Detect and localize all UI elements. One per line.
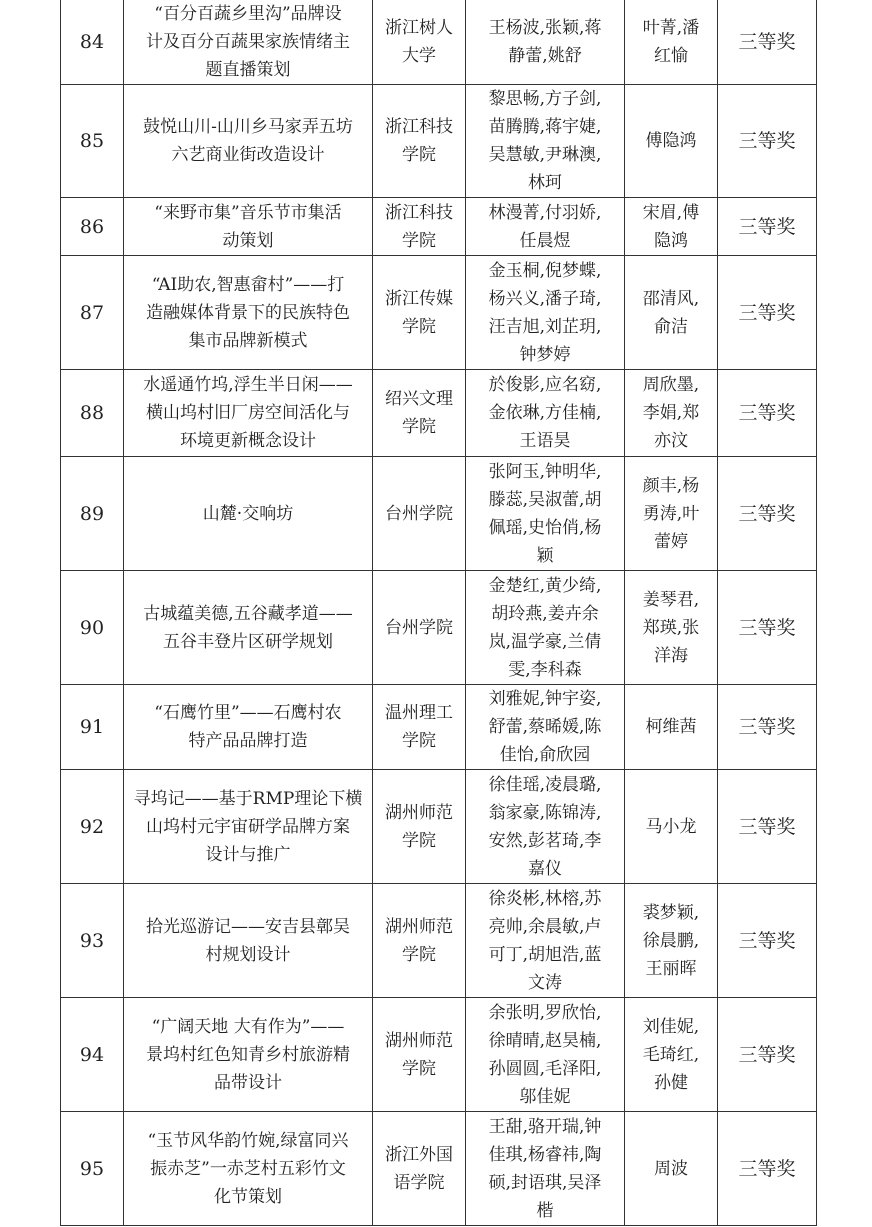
school-name-cell <box>373 685 466 770</box>
table-row <box>61 457 817 571</box>
team-members-cell <box>466 370 625 457</box>
project-title-line: 环境更新概念设计 <box>180 431 316 451</box>
project-title-line: 品带设计 <box>214 1072 282 1093</box>
team-members-cell <box>466 1112 625 1226</box>
team-members-line: 王甜,骆开瑞,钟 <box>488 1116 602 1137</box>
team-members-line: 安然,彭茗琦,李 <box>488 830 602 851</box>
advisors-line: 颜丰,杨 <box>642 475 700 496</box>
team-members-line: 任晨煜 <box>519 230 571 251</box>
team-members-cell <box>466 198 625 256</box>
award-level-cell: 三等奖 <box>718 571 817 685</box>
advisors-line: 刘佳妮, <box>642 1016 700 1037</box>
team-members-line: 黎思畅,方子剑, <box>488 89 602 109</box>
team-members-line: 徐佳瑶,凌晨璐, <box>488 774 602 795</box>
award-level-cell: 三等奖 <box>718 998 817 1112</box>
school-name-cell <box>373 998 466 1112</box>
team-members-line: 胡玲燕,姜卉余 <box>491 603 599 624</box>
project-title-line: 景坞村红色知青乡村旅游精 <box>146 1044 350 1065</box>
project-title-line: 古城蕴美德,五谷藏孝道—— <box>143 603 353 624</box>
award-level-cell: 三等奖 <box>718 256 817 370</box>
team-members-cell <box>466 571 625 685</box>
advisors-cell <box>625 998 718 1112</box>
project-title-cell <box>124 884 373 998</box>
school-name-line: 温州理工 <box>385 703 453 723</box>
awards-table <box>60 0 817 1226</box>
team-members-cell <box>466 0 625 85</box>
award-level-cell: 三等奖 <box>718 370 817 457</box>
team-members-line: 吴慧敏,尹琳澳, <box>488 145 602 165</box>
team-members-line: 徐炎彬,林榕,苏 <box>488 888 602 909</box>
school-name-line: 湖州师范 <box>385 1030 453 1051</box>
advisors-cell <box>625 0 718 85</box>
project-title-line: 动策划 <box>222 230 274 251</box>
project-title-line: “玉节风华韵竹婉,绿富同兴 <box>147 1130 349 1151</box>
project-title-line: 拾光巡游记——安吉县鄣吴 <box>146 916 350 937</box>
project-title-cell <box>124 457 373 571</box>
school-name-line: 湖州师范 <box>385 916 453 937</box>
table-row <box>61 685 817 770</box>
team-members-line: 刘雅妮,钟宇姿, <box>488 689 602 709</box>
school-name-line: 台州学院 <box>385 617 453 638</box>
project-title-line: 六艺商业街改造设计 <box>171 145 325 165</box>
project-title-cell <box>124 370 373 457</box>
entry-number-cell: 92 <box>61 770 124 884</box>
award-level-cell: 三等奖 <box>718 1112 817 1226</box>
team-members-line: 滕蕊,吴淑蕾,胡 <box>488 489 602 510</box>
team-members-line: 佳琪,杨睿祎,陶 <box>488 1144 602 1165</box>
school-name-line: 语学院 <box>393 1172 445 1193</box>
team-members-line: 钟梦婷 <box>519 344 571 365</box>
advisors-line: 宋眉,傅 <box>642 202 700 223</box>
team-members-line: 於俊影,应名窈, <box>488 375 602 395</box>
award-level-cell: 三等奖 <box>718 685 817 770</box>
team-members-line: 文涛 <box>528 972 562 993</box>
advisors-line: 马小龙 <box>645 816 697 837</box>
team-members-line: 雯,李科森 <box>508 659 582 680</box>
team-members-line: 翁家豪,陈锦涛, <box>488 802 602 823</box>
advisors-line: 勇涛,叶 <box>642 503 700 524</box>
team-members-line: 林珂 <box>528 173 562 193</box>
school-name-line: 学院 <box>402 230 436 251</box>
project-title-line: 水遥通竹坞,浮生半日闲—— <box>143 375 353 395</box>
team-members-line: 金依琳,方佳楠, <box>488 403 602 423</box>
project-title-cell <box>124 571 373 685</box>
project-title-line: 造融媒体背景下的民族特色 <box>146 302 350 323</box>
advisors-line: 叶菁,潘 <box>642 17 700 38</box>
school-name-line: 浙江科技 <box>385 202 453 223</box>
table-row <box>61 884 817 998</box>
advisors-cell <box>625 1112 718 1226</box>
project-title-cell <box>124 0 373 85</box>
team-members-line: 佩瑶,史怡俏,杨 <box>488 517 602 538</box>
advisors-line: 傅隐鸿 <box>645 131 697 151</box>
advisors-line: 毛琦红, <box>642 1044 700 1065</box>
team-members-line: 林漫菁,付羽娇, <box>488 202 602 223</box>
advisors-line: 俞洁 <box>654 316 688 337</box>
advisors-cell <box>625 457 718 571</box>
advisors-cell <box>625 685 718 770</box>
award-level-cell: 三等奖 <box>718 198 817 256</box>
project-title-line: 横山坞村旧厂房空间活化与 <box>146 403 350 423</box>
team-members-line: 舒蕾,蔡晞媛,陈 <box>488 717 602 737</box>
school-name-cell <box>373 0 466 85</box>
project-title-line: “广阔天地 大有作为”—— <box>151 1016 345 1037</box>
school-name-line: 学院 <box>402 731 436 751</box>
advisors-line: 姜琴君, <box>642 589 700 610</box>
school-name-line: 台州学院 <box>385 503 453 524</box>
advisors-line: 周欣墨, <box>642 375 700 395</box>
team-members-line: 金楚红,黄少绮, <box>488 575 602 596</box>
team-members-line: 孙圆圆,毛泽阳, <box>488 1058 602 1079</box>
entry-number-cell: 90 <box>61 571 124 685</box>
school-name-cell <box>373 370 466 457</box>
school-name-cell <box>373 256 466 370</box>
project-title-line: 题直播策划 <box>205 59 291 80</box>
team-members-line: 张阿玉,钟明华, <box>488 461 602 482</box>
team-members-line: 岚,温学豪,兰倩 <box>488 631 602 652</box>
school-name-line: 学院 <box>402 1058 436 1079</box>
team-members-line: 楷 <box>536 1200 554 1221</box>
team-members-cell <box>466 85 625 198</box>
team-members-cell <box>466 685 625 770</box>
project-title-line: 鼓悦山川-山川乡马家弄五坊 <box>143 117 353 137</box>
project-title-line: “石鹰竹里”——石鹰村农 <box>154 703 342 723</box>
school-name-line: 浙江科技 <box>385 117 453 137</box>
table-row <box>61 770 817 884</box>
project-title-cell <box>124 85 373 198</box>
project-title-line: 特产品品牌打造 <box>188 731 308 751</box>
project-title-line: “AI助农,智惠畲村”——打 <box>151 274 345 295</box>
team-members-line: 邬佳妮 <box>519 1086 571 1107</box>
school-name-line: 浙江传媒 <box>385 288 453 309</box>
award-level-cell: 三等奖 <box>718 770 817 884</box>
team-members-line: 徐晴晴,赵昊楠, <box>488 1030 602 1051</box>
project-title-line: “来野市集”音乐节市集活 <box>154 202 342 223</box>
advisors-line: 周波 <box>654 1158 688 1179</box>
advisors-cell <box>625 85 718 198</box>
project-title-line: 振赤芝”一赤芝村五彩竹文 <box>150 1158 346 1179</box>
team-members-line: 静蕾,姚舒 <box>508 45 582 66</box>
awards-table-body <box>61 0 817 1226</box>
entry-number-cell: 93 <box>61 884 124 998</box>
award-level-cell: 三等奖 <box>718 0 817 85</box>
advisors-line: 裘梦颖, <box>642 902 700 923</box>
advisors-cell <box>625 884 718 998</box>
project-title-cell <box>124 998 373 1112</box>
advisors-line: 洋海 <box>654 645 688 666</box>
entry-number-cell: 84 <box>61 0 124 85</box>
team-members-line: 汪吉旭,刘芷玥, <box>488 316 602 337</box>
school-name-cell <box>373 884 466 998</box>
team-members-line: 嘉仪 <box>528 858 562 879</box>
team-members-line: 颖 <box>536 545 554 566</box>
award-level-cell: 三等奖 <box>718 457 817 571</box>
school-name-line: 大学 <box>402 45 436 66</box>
project-title-cell <box>124 685 373 770</box>
project-title-line: 集市品牌新模式 <box>188 330 308 351</box>
team-members-line: 亮帅,余晨敏,卢 <box>488 916 602 937</box>
entry-number-cell: 85 <box>61 85 124 198</box>
table-row <box>61 571 817 685</box>
school-name-cell <box>373 198 466 256</box>
table-row <box>61 85 817 198</box>
school-name-line: 学院 <box>402 944 436 965</box>
advisors-line: 李娟,郑 <box>642 403 700 423</box>
advisors-line: 蕾婷 <box>654 531 688 552</box>
team-members-line: 佳怡,俞欣园 <box>499 745 591 765</box>
project-title-line: 山坞村元宇宙研学品牌方案 <box>146 816 350 837</box>
project-title-cell <box>124 1112 373 1226</box>
project-title-line: 设计与推广 <box>205 844 291 865</box>
table-row <box>61 0 817 85</box>
school-name-line: 学院 <box>402 316 436 337</box>
team-members-line: 金玉桐,倪梦蝶, <box>488 260 602 281</box>
advisors-cell <box>625 571 718 685</box>
entry-number-cell: 88 <box>61 370 124 457</box>
school-name-line: 浙江树人 <box>385 17 453 38</box>
advisors-cell <box>625 198 718 256</box>
project-title-line: “百分百蔬乡里沟”品牌设 <box>154 3 342 24</box>
project-title-line: 计及百分百蔬果家族情绪主 <box>146 31 350 52</box>
school-name-line: 湖州师范 <box>385 802 453 823</box>
team-members-line: 余张明,罗欣怡, <box>488 1002 602 1023</box>
team-members-line: 王语昊 <box>519 431 571 451</box>
project-title-line: 化节策划 <box>214 1186 282 1207</box>
advisors-line: 郑瑛,张 <box>642 617 700 638</box>
school-name-cell <box>373 571 466 685</box>
table-row <box>61 1112 817 1226</box>
team-members-line: 王杨波,张颖,蒋 <box>488 17 602 38</box>
school-name-line: 学院 <box>402 830 436 851</box>
team-members-cell <box>466 884 625 998</box>
entry-number-cell: 91 <box>61 685 124 770</box>
advisors-line: 孙健 <box>654 1072 688 1093</box>
project-title-cell <box>124 198 373 256</box>
entry-number-cell: 95 <box>61 1112 124 1226</box>
project-title-line: 山麓·交响坊 <box>202 503 294 524</box>
advisors-cell <box>625 370 718 457</box>
advisors-line: 邵清风, <box>642 288 700 309</box>
entry-number-cell: 86 <box>61 198 124 256</box>
advisors-cell <box>625 256 718 370</box>
advisors-line: 王丽晖 <box>645 958 697 979</box>
advisors-line: 徐晨鹏, <box>642 930 700 951</box>
school-name-cell <box>373 85 466 198</box>
team-members-cell <box>466 770 625 884</box>
team-members-line: 苗腾腾,蒋宇婕, <box>488 117 602 137</box>
table-row <box>61 998 817 1112</box>
team-members-line: 硕,封语琪,吴泽 <box>488 1172 602 1193</box>
advisors-line: 隐鸿 <box>654 230 688 251</box>
advisors-line: 红愉 <box>654 45 688 66</box>
school-name-line: 浙江外国 <box>385 1144 453 1165</box>
project-title-line: 村规划设计 <box>205 944 291 965</box>
project-title-line: 寻坞记——基于RMP理论下横 <box>133 788 363 809</box>
team-members-line: 杨兴义,潘子琦, <box>488 288 602 309</box>
school-name-cell <box>373 457 466 571</box>
advisors-line: 柯维茜 <box>645 717 697 737</box>
school-name-line: 学院 <box>402 145 436 165</box>
team-members-cell <box>466 998 625 1112</box>
team-members-line: 可丁,胡旭浩,蓝 <box>488 944 602 965</box>
project-title-line: 五谷丰登片区研学规划 <box>163 631 333 652</box>
team-members-cell <box>466 256 625 370</box>
award-level-cell: 三等奖 <box>718 85 817 198</box>
table-row <box>61 370 817 457</box>
school-name-line: 绍兴文理 <box>385 389 453 409</box>
advisors-line: 亦汶 <box>654 431 688 451</box>
table-row <box>61 198 817 256</box>
school-name-cell <box>373 1112 466 1226</box>
award-level-cell: 三等奖 <box>718 884 817 998</box>
entry-number-cell: 94 <box>61 998 124 1112</box>
project-title-cell <box>124 256 373 370</box>
advisors-cell <box>625 770 718 884</box>
entry-number-cell: 89 <box>61 457 124 571</box>
team-members-cell <box>466 457 625 571</box>
table-row <box>61 256 817 370</box>
entry-number-cell: 87 <box>61 256 124 370</box>
school-name-cell <box>373 770 466 884</box>
school-name-line: 学院 <box>402 417 436 437</box>
project-title-cell <box>124 770 373 884</box>
